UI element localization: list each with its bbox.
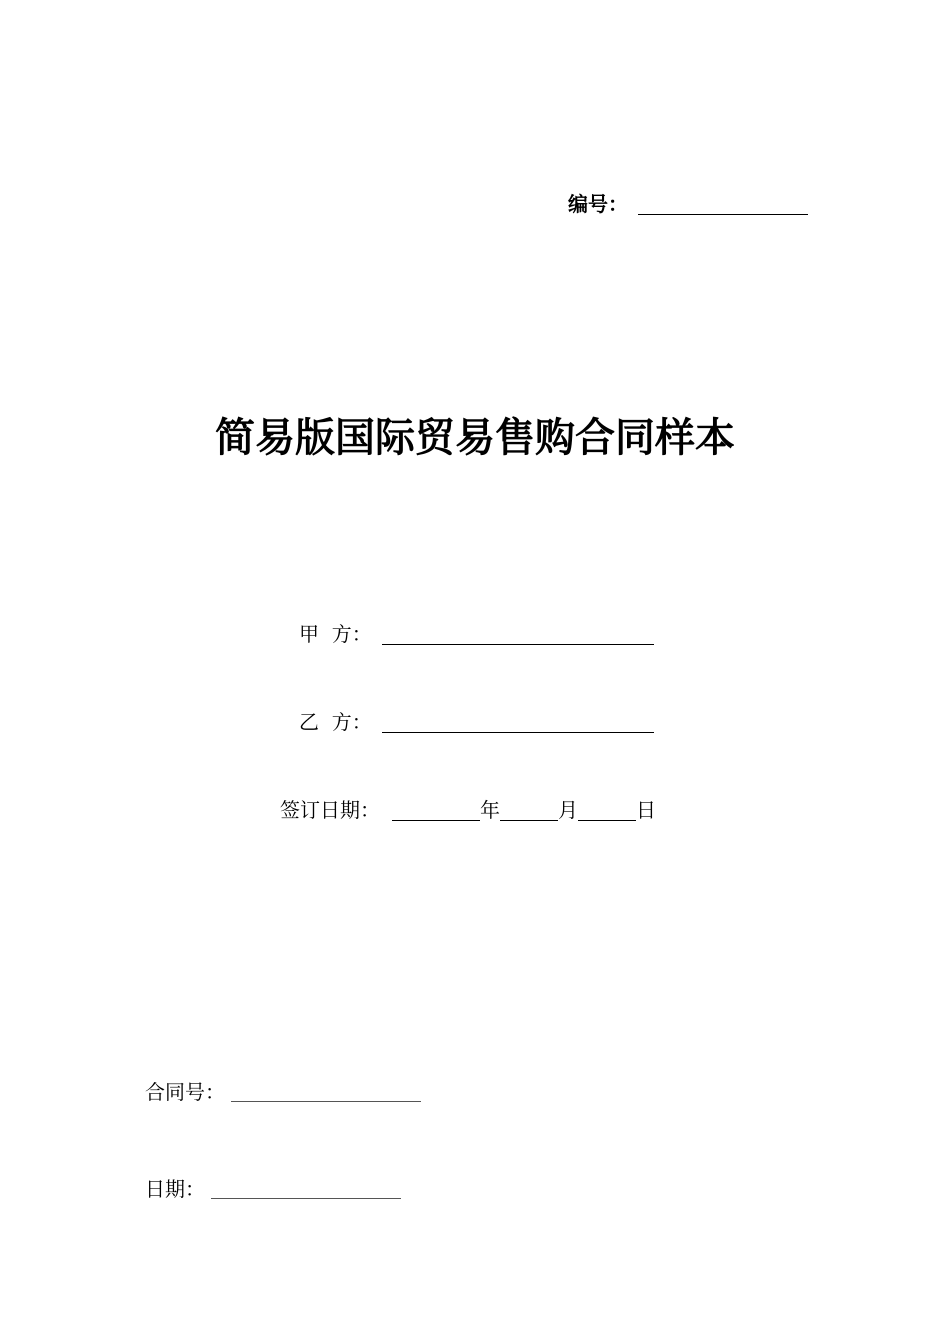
party-b-blank <box>382 710 654 733</box>
sign-month-blank <box>500 798 558 821</box>
document-number-line <box>568 190 808 218</box>
document-number-label: 编号： <box>568 192 628 216</box>
party-a-line <box>299 620 654 648</box>
sign-year-blank <box>392 798 480 821</box>
contract-number-line <box>145 1078 421 1106</box>
document-title: 简易版国际贸易售购合同样本 <box>215 415 735 461</box>
footer-date-label: 日期： <box>145 1177 205 1201</box>
contract-number-blank <box>231 1081 421 1102</box>
footer-date-blank <box>211 1178 401 1199</box>
contract-number-label: 合同号： <box>145 1080 225 1104</box>
sign-day-blank <box>578 798 636 821</box>
party-a-label: 甲 方： <box>299 622 372 646</box>
footer-date-line <box>145 1175 401 1203</box>
party-b-label: 乙 方： <box>299 710 372 734</box>
document-number-blank <box>638 192 808 215</box>
sign-date-line <box>280 796 656 824</box>
sign-year-label: 年 <box>480 798 500 822</box>
sign-date-label: 签订日期： <box>280 798 380 822</box>
party-b-line <box>299 708 654 736</box>
party-a-blank <box>382 622 654 645</box>
sign-month-label: 月 <box>558 798 578 822</box>
sign-day-label: 日 <box>636 798 656 822</box>
